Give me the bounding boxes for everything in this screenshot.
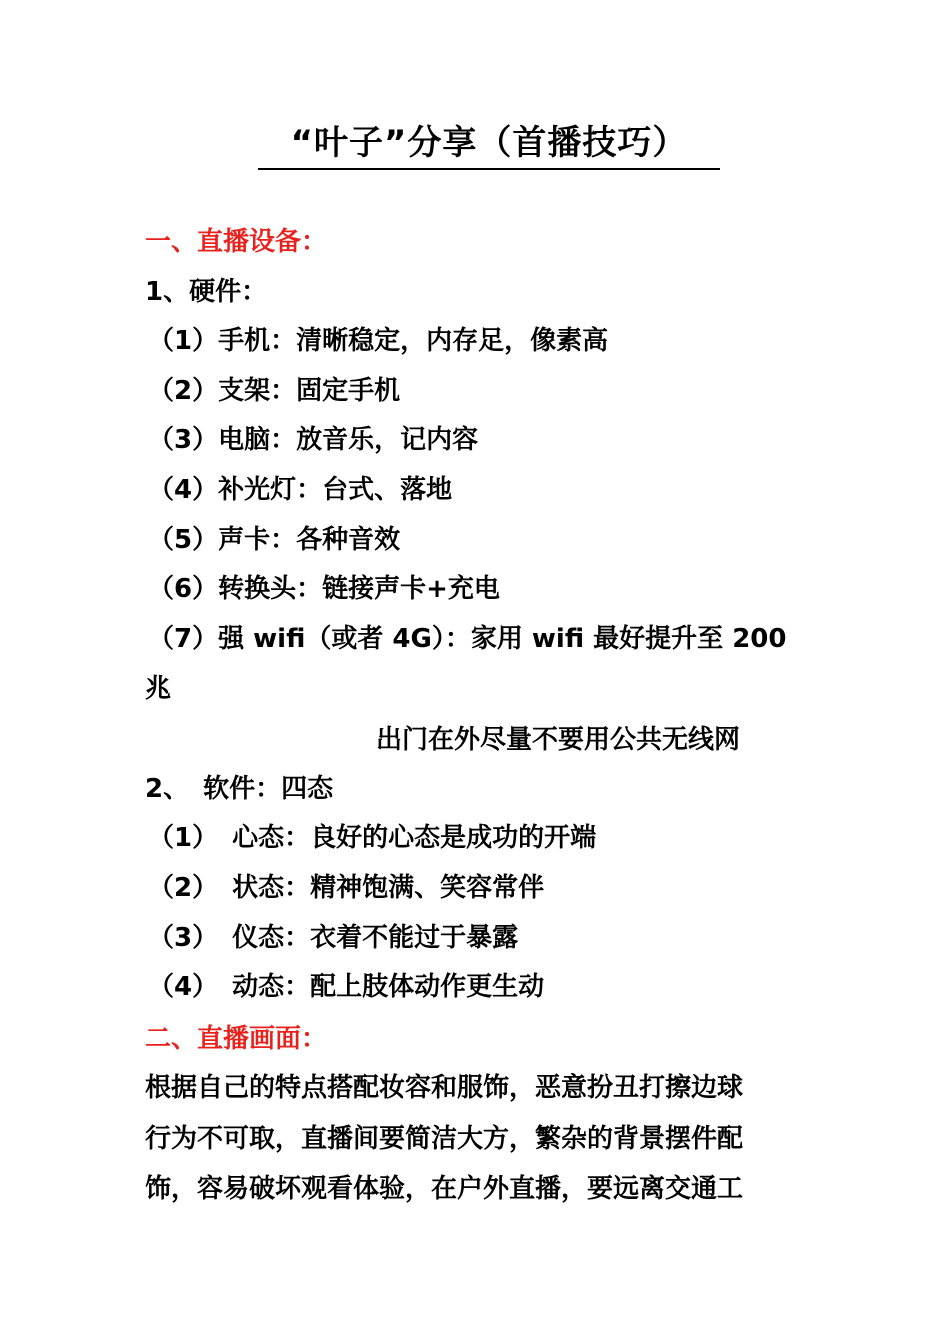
paragraph-line: 根据自己的特点搭配妆容和服饰，恶意扮丑打擦边球 — [145, 1073, 744, 1103]
section-heading-equipment: 一、直播设备： — [145, 227, 328, 257]
hardware-item-fill-light: （4）补光灯：台式、落地 — [148, 475, 453, 505]
hardware-item-wifi-wrap: 兆 — [145, 674, 172, 704]
hardware-item-adapter: （6）转换头：链接声卡+充电 — [148, 574, 500, 604]
software-item-num: （1） — [148, 823, 219, 853]
software-item-state — [148, 870, 544, 906]
hardware-item-computer: （3）电脑：放音乐，记内容 — [148, 425, 479, 455]
software-item-text: 状态：精神饱满、笑容常伴 — [232, 873, 545, 903]
software-item-text: 心态：良好的心态是成功的开端 — [232, 823, 597, 853]
software-label-text: 软件：四态 — [203, 774, 334, 804]
hardware-item-wifi: （7）强 wifi（或者 4G）：家用 wifi 最好提升至 200 — [148, 624, 787, 654]
software-item-appearance — [148, 920, 518, 956]
software-item-num: （4） — [148, 972, 219, 1002]
software-item-text: 仪态：衣着不能过于暴露 — [232, 923, 519, 953]
hardware-item-sound-card: （5）声卡：各种音效 — [148, 525, 401, 555]
software-label-num: 2、 — [145, 774, 190, 804]
software-label — [145, 771, 333, 807]
hardware-label: 1、硬件： — [145, 277, 268, 307]
page-title: “叶子”分享（首播技巧） — [258, 118, 720, 170]
software-item-num: （3） — [148, 923, 219, 953]
hardware-item-stand: （2）支架：固定手机 — [148, 376, 401, 406]
software-item-mindset — [148, 820, 596, 856]
section-heading-picture: 二、直播画面： — [145, 1024, 328, 1054]
paragraph-line: 饰，容易破坏观看体验，在户外直播，要远离交通工 — [145, 1174, 744, 1204]
software-item-num: （2） — [148, 873, 219, 903]
software-item-text: 动态：配上肢体动作更生动 — [232, 972, 545, 1002]
hardware-item-wifi-note: 出门在外尽量不要用公共无线网 — [376, 725, 741, 755]
software-item-motion — [148, 969, 544, 1005]
hardware-item-phone: （1）手机：清晰稳定，内存足，像素高 — [148, 326, 609, 356]
paragraph-line: 行为不可取，直播间要简洁大方，繁杂的背景摆件配 — [145, 1124, 744, 1154]
